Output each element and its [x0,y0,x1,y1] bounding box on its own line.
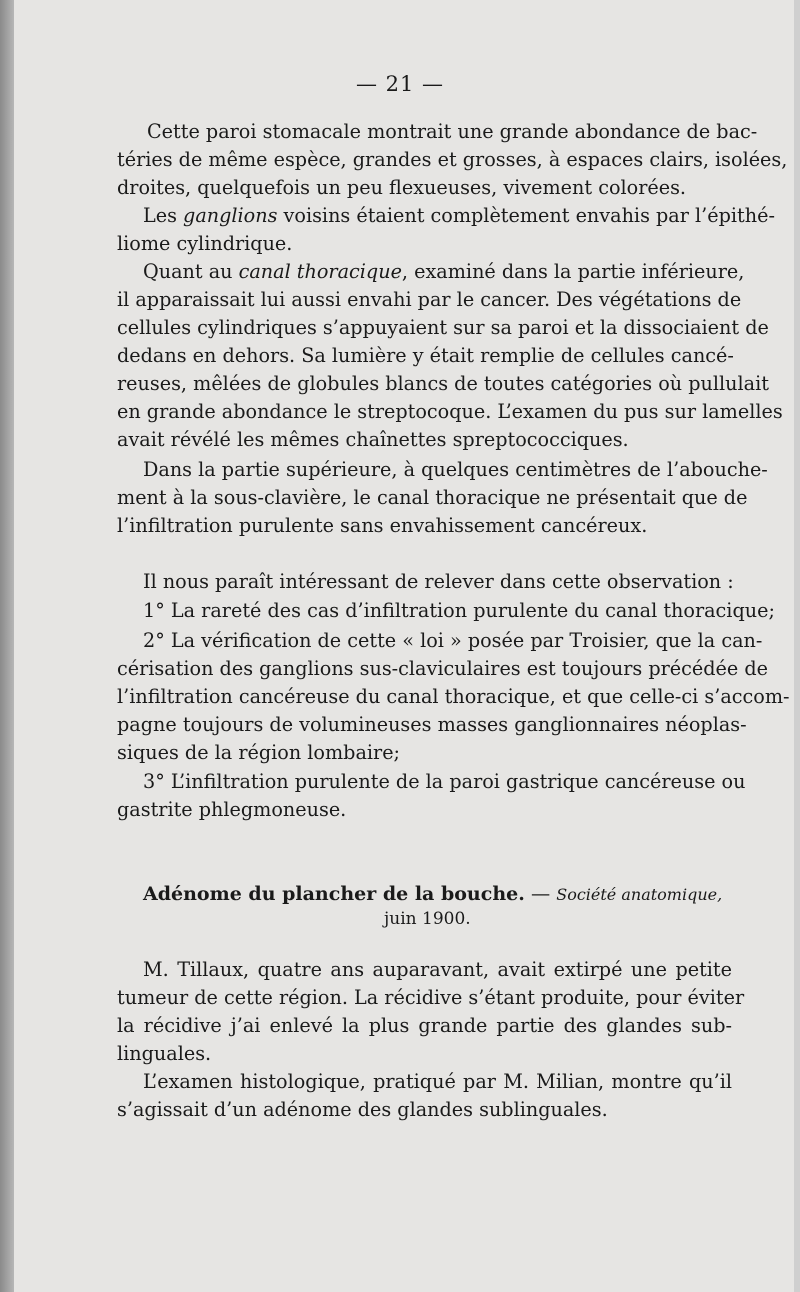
text-line: il apparaissait lui aussi envahi par le cancer. Des végétations de [117,288,742,311]
italic-term: canal thoracique [238,260,402,283]
text-line: s’agissait d’un adénome des glandes sublinguales. [117,1098,608,1121]
text-line: droites, quelquefois un peu flexueuses, vivement colorées. [117,176,687,199]
section-title-line [143,880,722,909]
text-line: siques de la région lombaire; [117,741,401,764]
text-line: téries de même espèce, grandes et grosses, à espaces clairs, isolées, [117,148,788,171]
text-line: 2° La vérification de cette « loi » posée par Troisier, que la can- [143,629,763,652]
text-run: Quant au [143,260,239,283]
text-line: gastrite phlegmoneuse. [117,798,347,821]
italic-term: ganglions [183,204,278,227]
section-source: Société anatomique, [556,885,723,904]
section-date: juin 1900. [384,909,471,929]
text-line: Cette paroi stomacale montrait une grande abondance de bac- [147,120,758,143]
text-line [143,258,745,286]
text-line: dedans en dehors. Sa lumière y était remplie de cellules cancé- [117,344,734,367]
page-number: — 21 — [355,72,445,96]
text-line: tumeur de cette région. La récidive s’étant produite, pour éviter [117,986,745,1009]
text-line: Il nous paraît intéressant de relever dans cette observation : [143,570,734,593]
text-line: Dans la partie supérieure, à quelques centimètres de l’abouche- [143,458,768,481]
text-line: L’examen histologique, pratiqué par M. Milian, montre qu’il [143,1070,732,1093]
text-line: la récidive j’ai enlevé la plus grande partie des glandes sub- [117,1014,732,1037]
section-title: Adénome du plancher de la bouche. [143,883,525,905]
text-line: 1° La rareté des cas d’infiltration purulente du canal thoracique; [143,599,775,622]
text-line: linguales. [117,1042,212,1065]
text-line: l’infiltration cancéreuse du canal thoracique, et que celle-ci s’accom- [117,685,790,708]
text-line: 3° L’infiltration purulente de la paroi gastrique cancéreuse ou [143,770,746,793]
text-line: pagne toujours de volumineuses masses ganglionnaires néoplas- [117,713,747,736]
section-dash: — [524,882,557,905]
text-line: cérisation des ganglions sus-claviculaires est toujours précédée de [117,657,768,680]
text-line [143,202,775,230]
text-line: avait révélé les mêmes chaînettes spreptococciques. [117,428,629,451]
text-line: cellules cylindriques s’appuyaient sur sa paroi et la dissociaient de [117,316,769,339]
text-line: reuses, mêlées de globules blancs de toutes catégories où pullulait [117,372,769,395]
text-run: Les [143,204,184,227]
text-run: , examiné dans la partie inférieure, [401,260,745,283]
text-run: voisins étaient complètement envahis par l’épithé- [277,204,775,227]
text-line: liome cylindrique. [117,232,293,255]
text-line: M. Tillaux, quatre ans auparavant, avait extirpé une petite [143,958,732,981]
text-line: l’infiltration purulente sans envahissement cancéreux. [117,514,648,537]
text-line: en grande abondance le streptocoque. L’examen du pus sur lamelles [117,400,783,423]
text-line: ment à la sous-clavière, le canal thoracique ne présentait que de [117,486,748,509]
